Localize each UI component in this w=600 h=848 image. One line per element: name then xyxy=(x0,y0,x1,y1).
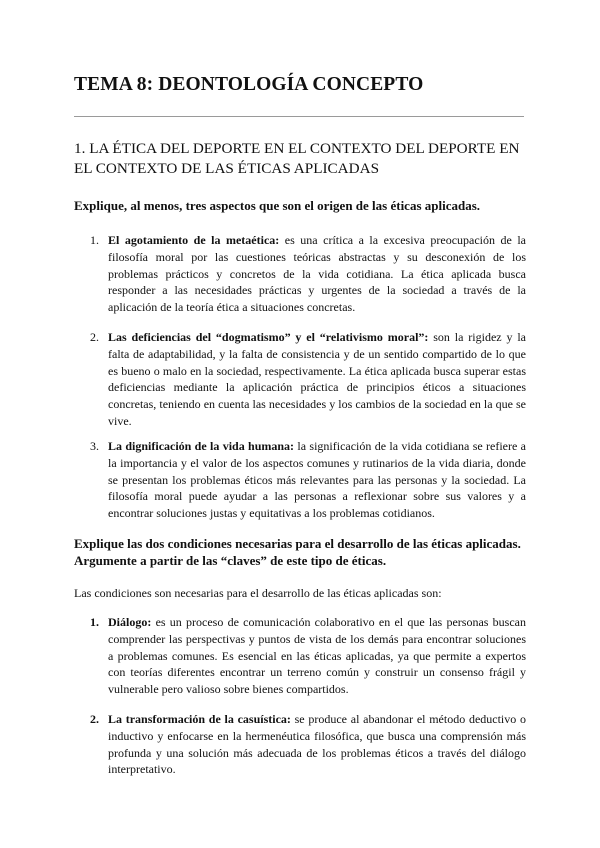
list-item-body: se produce al abandonar el método deductivo o inductivo y enfocarse en la hermenéutica filosófica, que busca una comprensión más profunda y una solución más adecuada de los problemas éticos a través del diálogo interpretativo. xyxy=(108,712,526,777)
list-item-text xyxy=(108,232,526,316)
list-item-lead: La transformación de la casuística: xyxy=(108,712,291,726)
list-item-number: 3. xyxy=(90,439,99,453)
list-item-number: 1. xyxy=(90,615,99,629)
list-item-body: la significación de la vida cotidiana se refiere a la importancia y el valor de los aspectos comunes y rutinarios de la vida diaria, donde se presentan los problemas éticos más relevantes para las personas y la sociedad. La filosofía moral puede ayudar a las personas a reflexionar sobre sus valores y a encontrar soluciones justas y equitativas a los problemas cotidianos. xyxy=(108,439,526,521)
list-item-body: es una crítica a la excesiva preocupación de la filosofía moral por las cuestiones teóricas abstractas y su desconexión de los problemas prácticos y concretos de la vida cotidiana. La ética aplicada busca responder a las necesidades prácticas y urgentes de la sociedad a través de la aplicación de la teoría ética a situaciones concretas. xyxy=(108,233,527,315)
list-item-lead: Las deficiencias del “dogmatismo” y el “relativismo moral”: xyxy=(108,330,429,344)
list-item-lead: La dignificación de la vida humana: xyxy=(108,439,295,453)
list-item-lead: El agotamiento de la metaética: xyxy=(108,233,280,247)
title-divider xyxy=(74,116,524,117)
list-item-text xyxy=(108,614,526,698)
list-item-number: 2. xyxy=(90,712,99,726)
list-item-number: 2. xyxy=(90,330,99,344)
list-item-text xyxy=(108,329,526,430)
list-item-text xyxy=(108,711,526,778)
page-title: TEMA 8: DEONTOLOGÍA CONCEPTO xyxy=(74,74,424,95)
question-2-prompt: Explique las dos condiciones necesarias para el desarrollo de las éticas aplicadas. Argumente a partir de las “claves” de este tipo de éticas. xyxy=(74,536,521,568)
section-heading: 1. LA ÉTICA DEL DEPORTE EN EL CONTEXTO DEL DEPORTE EN EL CONTEXTO DE LAS ÉTICAS APLICADAS xyxy=(74,140,520,177)
list-item-body: es un proceso de comunicación colaborativo en el que las personas buscan comprender las perspectivas y puntos de vista de los demás para encontrar soluciones a problemas comunes. Es esencial en las éticas aplicadas, ya que permite a expertos con teorías diferentes encontrar un terreno común y construir un consenso frágil y vulnerable pero valioso sobre bienes compartidos. xyxy=(108,615,526,697)
list-item-text xyxy=(108,438,526,522)
list-item-body: son la rigidez y la falta de adaptabilidad, y la falta de consistencia y de un sentido compartido de lo que es bueno o malo en la sociedad, respectivamente. La ética aplicada busca superar estas deficiencias mediante la aplicación práctica de principios éticos a situaciones concretas, teniendo en cuenta las necesidades y los cambios de la sociedad en la que se vive. xyxy=(108,330,526,428)
question-1-prompt: Explique, al menos, tres aspectos que son el origen de las éticas aplicadas. xyxy=(74,198,481,213)
list-item-lead: Diálogo: xyxy=(108,615,152,629)
list-item-number: 1. xyxy=(90,233,99,247)
question-2-intro: Las condiciones son necesarias para el desarrollo de las éticas aplicadas son: xyxy=(74,586,442,600)
